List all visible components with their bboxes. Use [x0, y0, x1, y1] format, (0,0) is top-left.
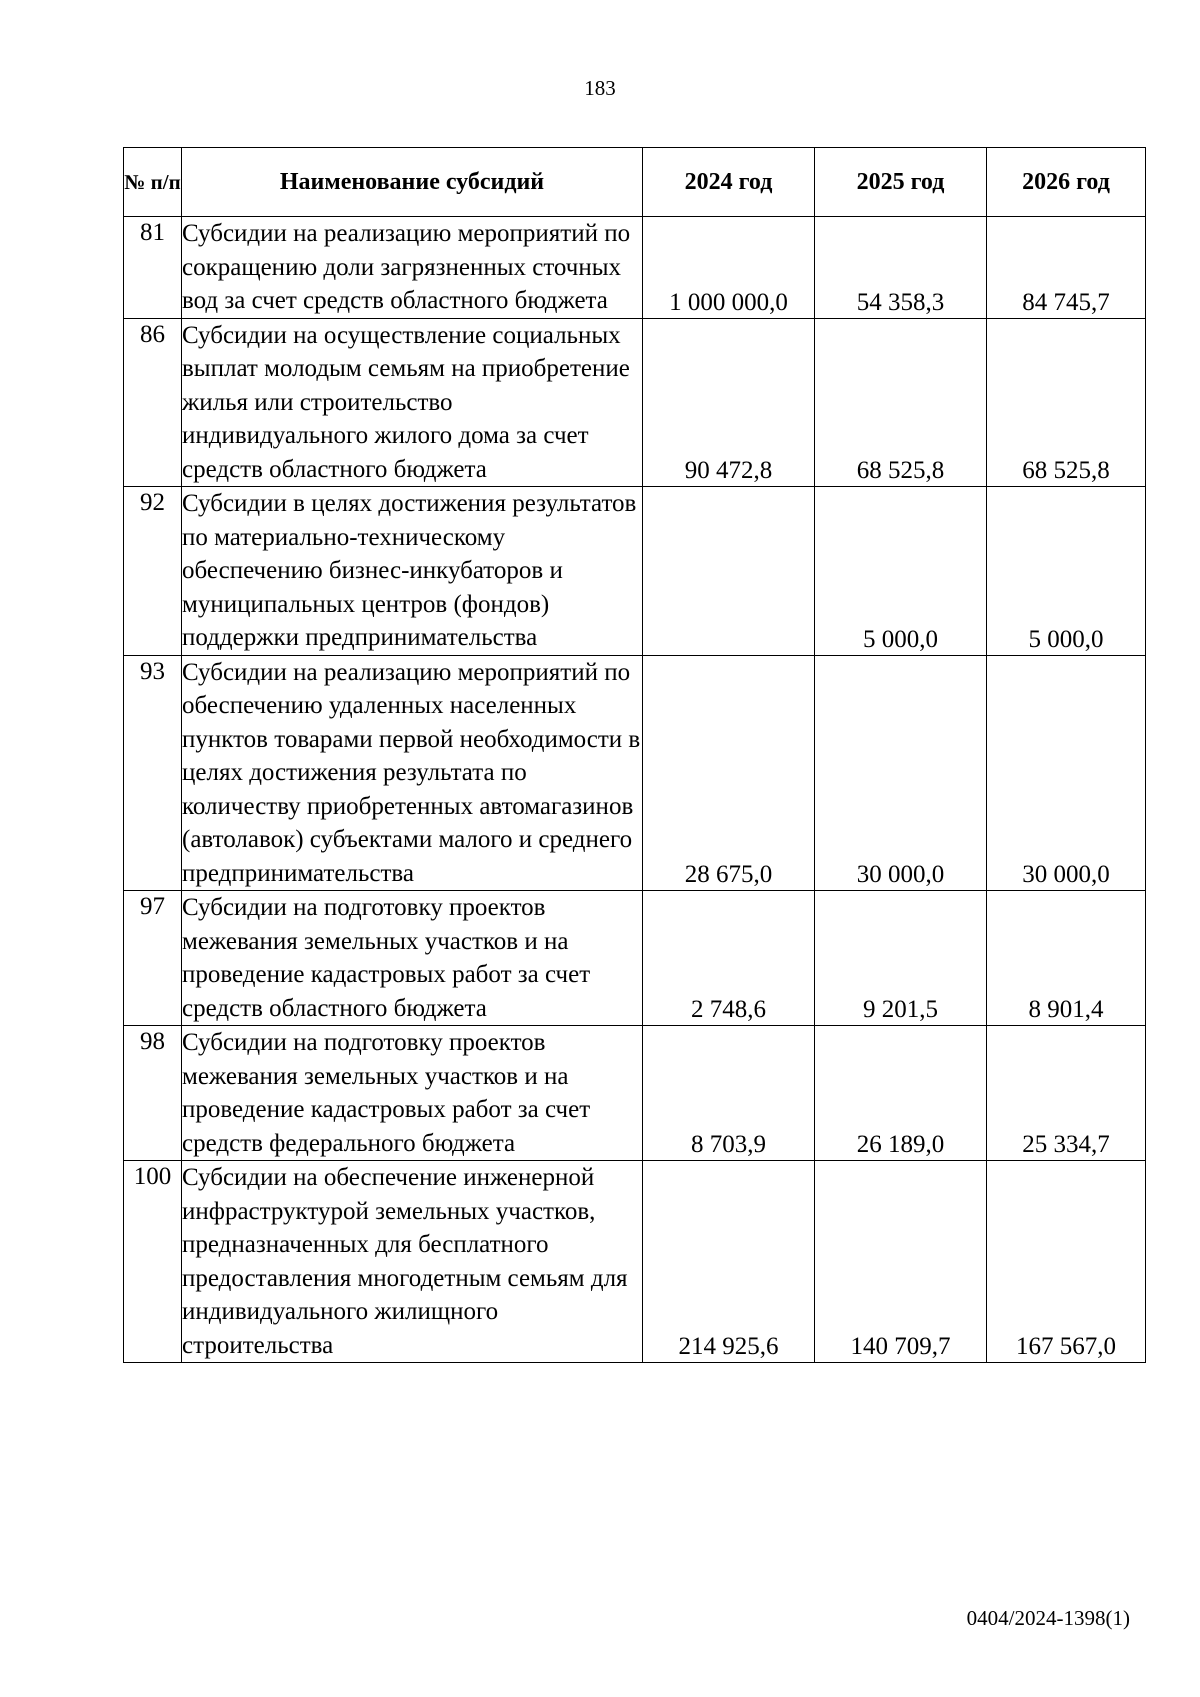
header-2026: 2026 год — [987, 148, 1146, 217]
row-2025: 5 000,0 — [815, 487, 987, 656]
subsidies-table — [123, 147, 1146, 1363]
row-2024: 214 925,6 — [643, 1161, 815, 1363]
row-num: 86 — [124, 318, 182, 487]
table-row — [124, 1161, 1146, 1363]
row-name: Субсидии на осуществление социальных выплат молодым семьям на приобретение жилья или строительство индивидуального жилого дома за счет средств областного бюджета — [182, 318, 643, 487]
row-2024: 8 703,9 — [643, 1026, 815, 1161]
header-2024: 2024 год — [643, 148, 815, 217]
table-row — [124, 655, 1146, 891]
table-row — [124, 891, 1146, 1026]
table-row — [124, 487, 1146, 656]
row-num: 98 — [124, 1026, 182, 1161]
row-num: 97 — [124, 891, 182, 1026]
row-num: 92 — [124, 487, 182, 656]
row-2026: 5 000,0 — [987, 487, 1146, 656]
header-2025: 2025 год — [815, 148, 987, 217]
row-2025: 54 358,3 — [815, 217, 987, 319]
row-name: Субсидии в целях достижения результатов по материально-техническому обеспечению бизнес-инкубаторов и муниципальных центров (фондов) поддержки предпринимательства — [182, 487, 643, 656]
row-name: Субсидии на реализацию мероприятий по сокращению доли загрязненных сточных вод за счет средств областного бюджета — [182, 217, 643, 319]
row-2024: 2 748,6 — [643, 891, 815, 1026]
table-row — [124, 318, 1146, 487]
row-name: Субсидии на обеспечение инженерной инфраструктурой земельных участков, предназначенных для бесплатного предоставления многодетным семьям для индивидуального жилищного строительства — [182, 1161, 643, 1363]
row-2025: 9 201,5 — [815, 891, 987, 1026]
row-2025: 140 709,7 — [815, 1161, 987, 1363]
row-2024: 90 472,8 — [643, 318, 815, 487]
row-name: Субсидии на подготовку проектов межевания земельных участков и на проведение кадастровых работ за счет средств федерального бюджета — [182, 1026, 643, 1161]
header-num: № п/п — [124, 148, 182, 217]
row-2025: 30 000,0 — [815, 655, 987, 891]
row-2024 — [643, 487, 815, 656]
header-row — [124, 148, 1146, 217]
row-2026: 25 334,7 — [987, 1026, 1146, 1161]
row-num: 81 — [124, 217, 182, 319]
table-row — [124, 1026, 1146, 1161]
row-name: Субсидии на подготовку проектов межевания земельных участков и на проведение кадастровых работ за счет средств областного бюджета — [182, 891, 643, 1026]
row-2024: 1 000 000,0 — [643, 217, 815, 319]
row-2026: 30 000,0 — [987, 655, 1146, 891]
row-2026: 84 745,7 — [987, 217, 1146, 319]
row-2026: 68 525,8 — [987, 318, 1146, 487]
header-name: Наименование субсидий — [182, 148, 643, 217]
row-num: 93 — [124, 655, 182, 891]
table-row — [124, 217, 1146, 319]
row-name: Субсидии на реализацию мероприятий по обеспечению удаленных населенных пунктов товарами первой необходимости в целях достижения результата по количеству приобретенных автомагазинов (автолавок) субъектами малого и среднего предпринимательства — [182, 655, 643, 891]
row-num: 100 — [124, 1161, 182, 1363]
row-2025: 26 189,0 — [815, 1026, 987, 1161]
row-2025: 68 525,8 — [815, 318, 987, 487]
row-2026: 167 567,0 — [987, 1161, 1146, 1363]
document-code: 0404/2024-1398(1) — [966, 1606, 1130, 1630]
page-number: 183 — [584, 76, 616, 100]
row-2026: 8 901,4 — [987, 891, 1146, 1026]
row-2024: 28 675,0 — [643, 655, 815, 891]
